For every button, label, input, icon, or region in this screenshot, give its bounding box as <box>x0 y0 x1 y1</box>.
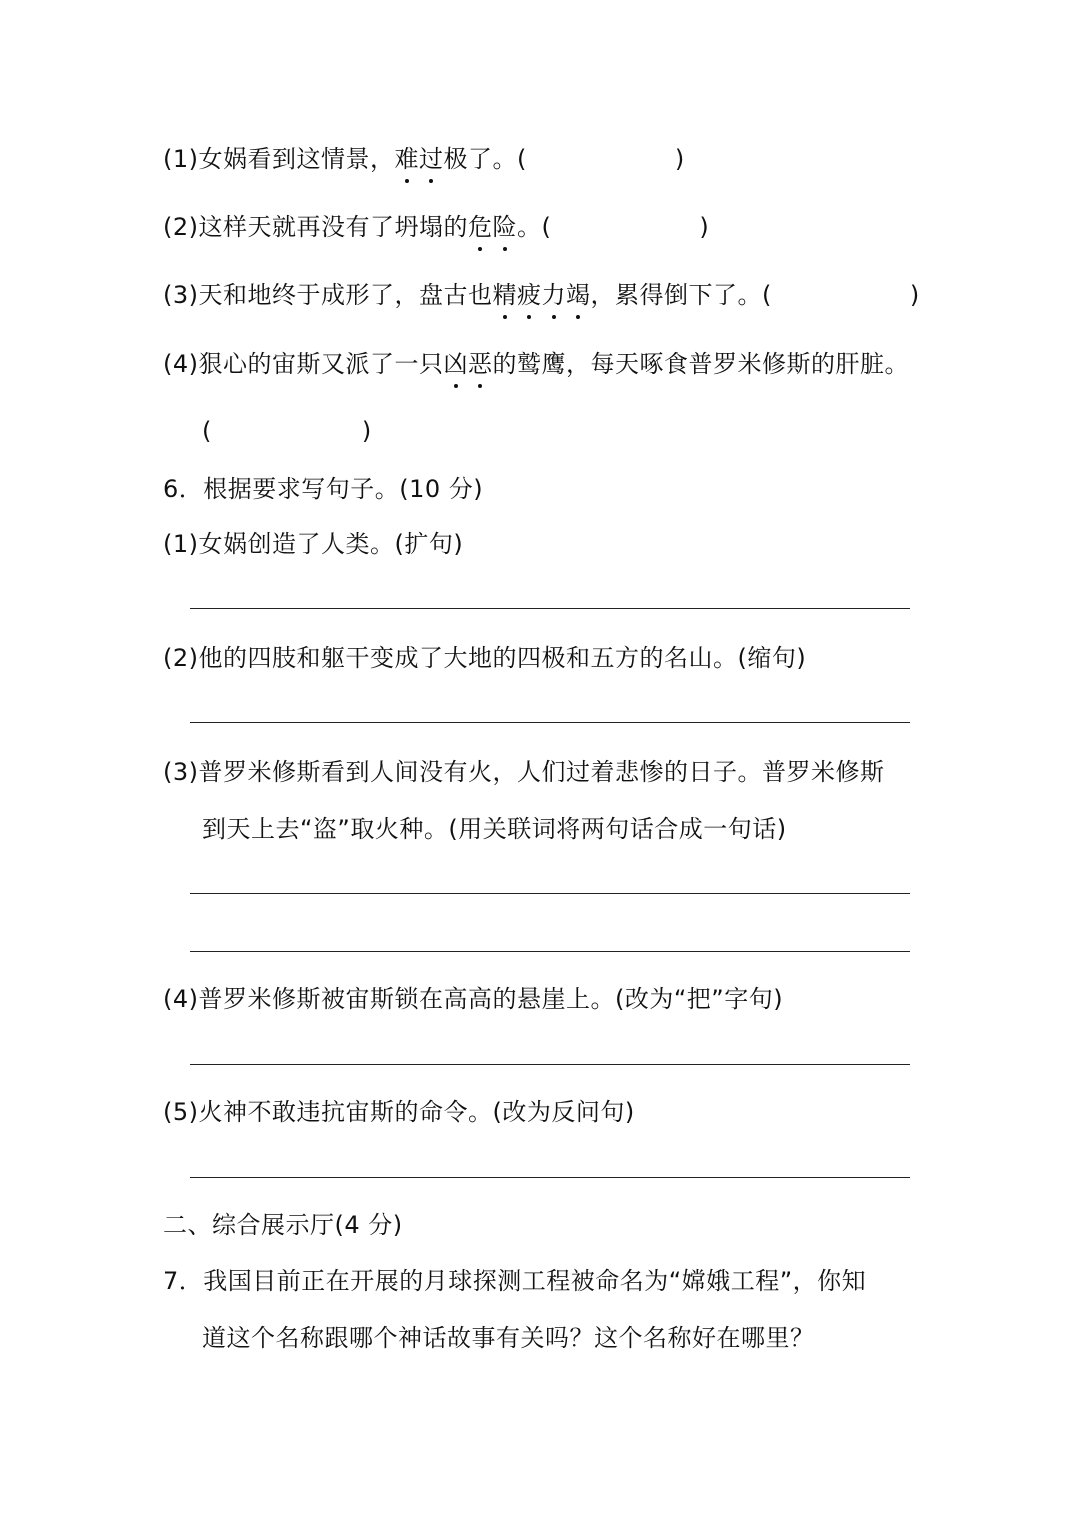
sentence-text: 狠心的宙斯又派了一只 <box>198 350 444 378</box>
answer-line[interactable] <box>190 1064 910 1065</box>
dotted-char: 恶 <box>468 350 493 378</box>
sentence-text: 这样天就再没有了坍塌的 <box>198 213 468 241</box>
item-number: (3) <box>163 281 199 309</box>
item-number: (4) <box>163 350 199 378</box>
sentence-text: 天和地终于成形了，盘古也 <box>198 281 493 309</box>
answer-paren-open: ( <box>517 145 527 173</box>
q5-item-4 <box>163 348 909 380</box>
q5-item-4-answer <box>202 415 372 447</box>
dotted-char: 险 <box>492 213 517 241</box>
q6-sentence-5: (5)火神不敢违抗宙斯的命令。(改为反问句) <box>163 1098 635 1126</box>
dotted-char: 精 <box>492 281 517 309</box>
q5-item-3 <box>163 279 920 311</box>
section2-header: 二、综合展示厅(4 分) <box>163 1211 403 1239</box>
sentence-text: 的鹫鹰，每天啄食普罗米修斯的肝脏。 <box>492 350 909 378</box>
q5-item-1 <box>163 143 685 175</box>
answer-paren-close: ) <box>909 281 920 309</box>
answer-line[interactable] <box>190 951 910 952</box>
q6-sentence-3-line2: 到天上去“盗”取火种。(用关联词将两句话合成一句话) <box>202 815 787 843</box>
answer-paren-open: ( <box>541 213 552 241</box>
q7-line1: 7．我国目前正在开展的月球探测工程被命名为“嫦娥工程”，你知 <box>163 1267 867 1295</box>
q6-sentence-4: (4)普罗米修斯被宙斯锁在高高的悬崖上。(改为“把”字句) <box>163 985 784 1013</box>
q6-sentence-1: (1)女娲创造了人类。(扩句) <box>163 530 464 558</box>
answer-paren-close: ) <box>361 417 372 445</box>
dotted-char: 竭 <box>566 281 591 309</box>
q7-line2: 道这个名称跟哪个神话故事有关吗？这个名称好在哪里？ <box>202 1324 815 1352</box>
item-number: (1) <box>163 145 199 173</box>
q6-sentence-2: (2)他的四肢和躯干变成了大地的四极和五方的名山。(缩句) <box>163 644 807 672</box>
dotted-char: 危 <box>468 213 493 241</box>
q6-header: 6．根据要求写句子。(10 分) <box>163 475 484 503</box>
sentence-text: 。 <box>517 213 542 241</box>
answer-paren-open: ( <box>202 417 212 445</box>
answer-paren-close: ) <box>674 145 685 173</box>
dotted-char: 过 <box>419 145 444 173</box>
dotted-char: 难 <box>394 145 419 173</box>
answer-line[interactable] <box>190 893 910 894</box>
answer-line[interactable] <box>190 722 910 723</box>
answer-paren-open: ( <box>762 281 772 309</box>
q5-item-2 <box>163 211 709 243</box>
answer-line[interactable] <box>190 1177 910 1178</box>
item-number: (2) <box>163 213 199 241</box>
sentence-text: 女娲看到这情景， <box>198 145 395 173</box>
dotted-char: 力 <box>541 281 566 309</box>
sentence-text: 极了。 <box>443 145 517 173</box>
answer-line[interactable] <box>190 608 910 609</box>
dotted-char: 疲 <box>517 281 542 309</box>
dotted-char: 凶 <box>443 350 468 378</box>
answer-paren-close: ) <box>699 213 710 241</box>
sentence-text: ，累得倒下了。 <box>590 281 762 309</box>
q6-sentence-3-line1: (3)普罗米修斯看到人间没有火，人们过着悲惨的日子。普罗米修斯 <box>163 758 885 786</box>
